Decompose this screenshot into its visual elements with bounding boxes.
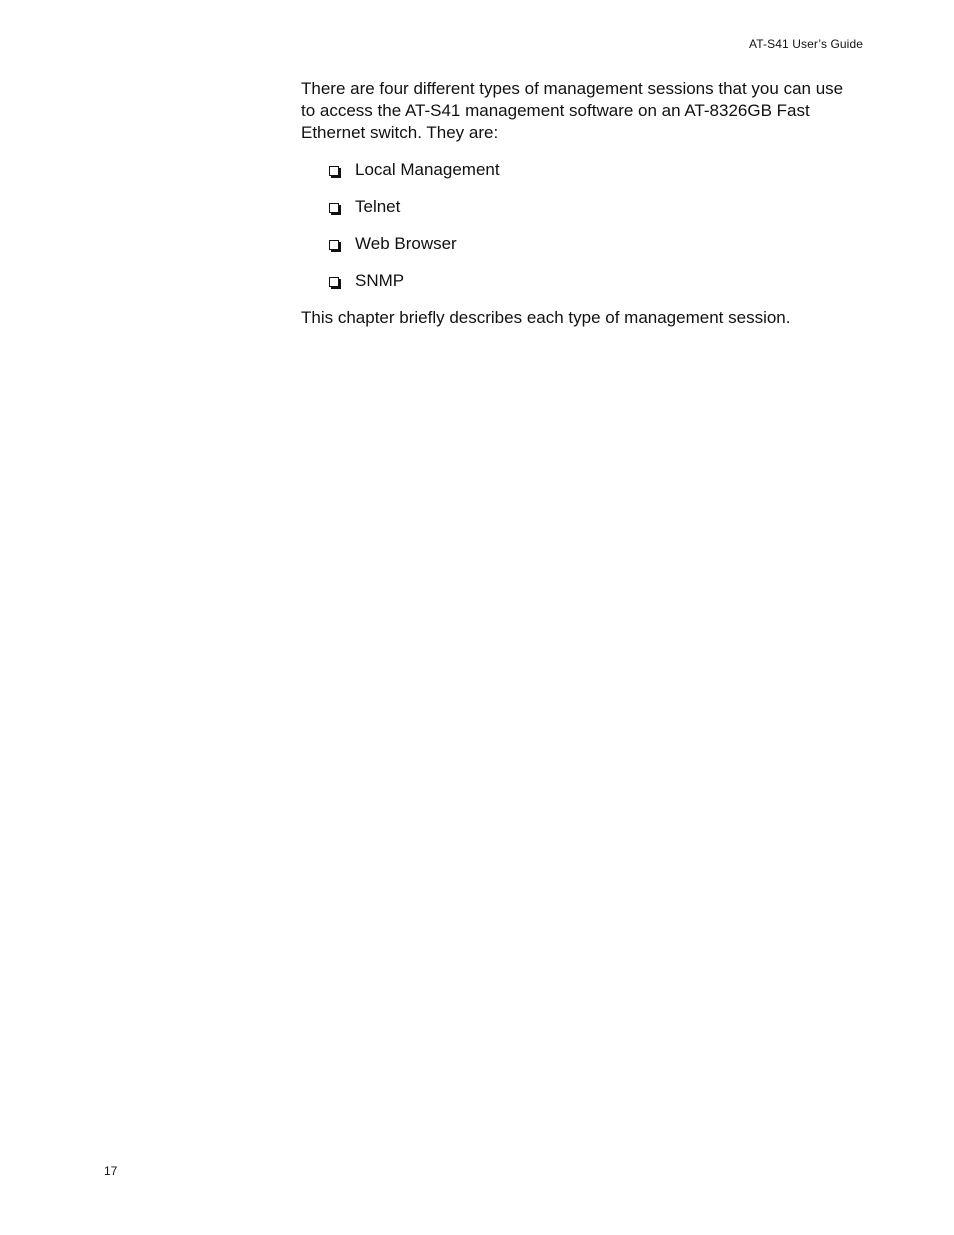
closing-paragraph: This chapter briefly describes each type of management session. [301, 308, 791, 327]
list-item-label: Local Management [355, 160, 500, 179]
checkbox-icon [329, 240, 339, 250]
checkbox-icon [329, 203, 339, 213]
intro-line: There are four different types of management sessions that you can use [301, 79, 844, 98]
list-item-label: Telnet [355, 197, 401, 216]
checkbox-icon [329, 166, 339, 176]
checkbox-icon [329, 277, 339, 287]
intro-paragraph [301, 78, 866, 144]
list-item-label: Web Browser [355, 234, 457, 253]
intro-line: to access the AT-S41 management software on an AT-8326GB Fast [301, 101, 810, 120]
list-item [329, 270, 866, 292]
intro-line: Ethernet switch. They are: [301, 123, 499, 142]
list-item [329, 196, 866, 218]
main-content [301, 78, 866, 329]
list-item-label: SNMP [355, 271, 405, 290]
page-number: 17 [104, 1164, 118, 1178]
session-types-list [301, 159, 866, 292]
running-header: AT-S41 User’s Guide [749, 37, 863, 51]
list-item [329, 159, 866, 181]
list-item [329, 233, 866, 255]
